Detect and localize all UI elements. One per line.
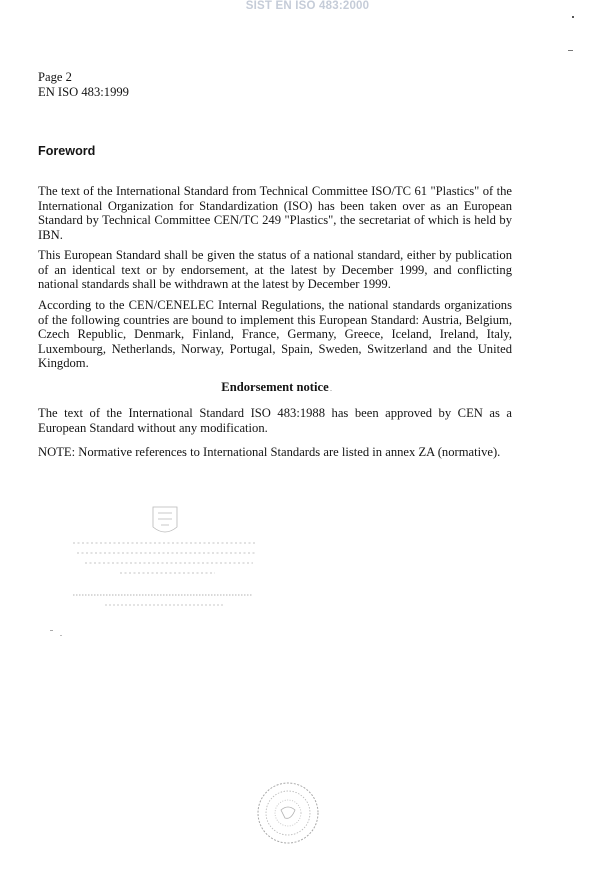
foreword-paragraph-2: This European Standard shall be given the status of a national standard, either by publication of an identical text or by endorsement, at the latest by December 1999, and conflicting national standards shall be withdrawn at the latest by December 1999. <box>38 248 512 291</box>
round-seal <box>255 780 321 846</box>
watermark-document-id: SIST EN ISO 483:2000 <box>245 0 370 12</box>
endorsement-paragraph: The text of the International Standard ISO 483:1988 has been approved by CEN as a European Standard without any modification. <box>38 406 512 435</box>
page-header <box>38 70 129 100</box>
foreword-paragraph-1: The text of the International Standard from Technical Committee ISO/TC 61 "Plastics" of the International Organization for Standardization (ISO) has been taken over as an European Standard by Technical Committee CEN/TC 249 "Plastics", the secretariat of which is held by IBN. <box>38 184 512 242</box>
document-id: EN ISO 483:1999 <box>38 85 129 99</box>
normative-note: NOTE: Normative references to International Standards are listed in annex ZA (normative). <box>38 445 501 459</box>
foreword-paragraph-3: According to the CEN/CENELEC Internal Regulations, the national standards organizations of the following countries are bound to implement this European Standard: Austria, Belgium, Czech Republic, Denmark, Finland, France, Germany, Greece, Iceland, Ireland, Italy, Luxembourg, Netherlands, Norway, Portugal, Spain, Sweden, Switzerland and the United Kingdom. <box>38 298 512 370</box>
endorsement-heading: Endorsement notice <box>221 380 329 394</box>
page-number: Page 2 <box>38 70 72 84</box>
foreword-heading: Foreword <box>38 144 96 158</box>
faded-approval-stamp <box>65 505 265 615</box>
